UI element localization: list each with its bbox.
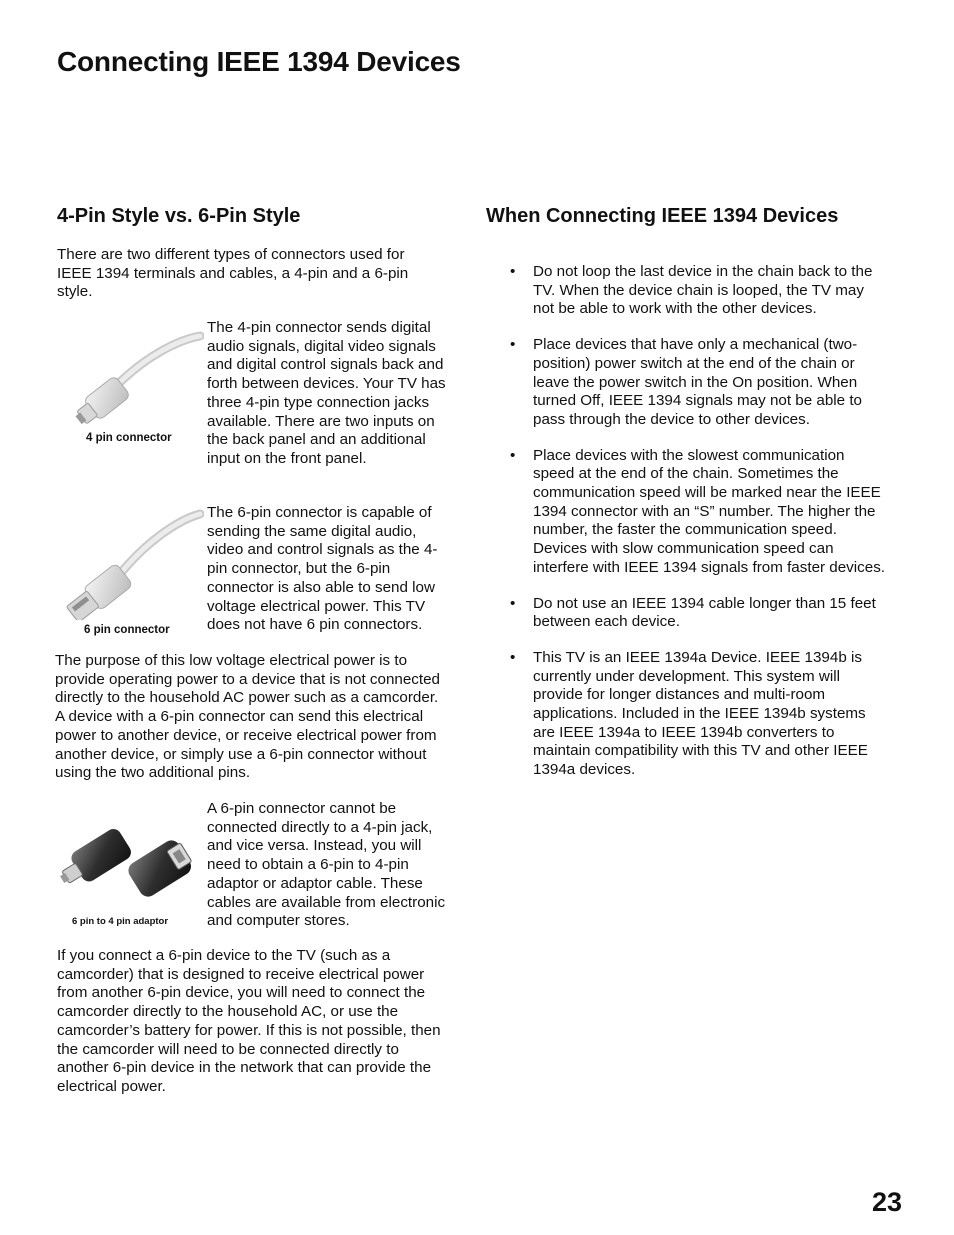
- bullet-icon: •: [510, 336, 516, 354]
- page-title: Connecting IEEE 1394 Devices: [57, 46, 461, 77]
- bullet-icon: •: [510, 263, 516, 280]
- section-heading-pin-styles: 4-Pin Style vs. 6-Pin Style: [57, 205, 301, 227]
- section-heading-connecting: When Connecting IEEE 1394 Devices: [486, 205, 839, 227]
- four-pin-caption: 4 pin connector: [86, 432, 172, 444]
- adaptor-image: [56, 812, 198, 912]
- list-item-text: Place devices that have only a mechanical (two-position) power switch at the end of the chain or leave the power switch in the On position. When turned Off, IEEE 1394 signals may not be able to pass through the device to other devices.: [533, 336, 862, 428]
- adaptor-description: A 6-pin connector cannot be connected directly to a 4-pin jack, and vice versa. Instead, you will need to obtain a 6-pin to 4-pin adaptor or adaptor cable. These cables are available from electronic and computer stores.: [207, 800, 446, 930]
- four-pin-description: The 4-pin connector sends digital audio signals, digital video signals and digital control signals back and forth between devices. Your TV has three 4-pin type connection jacks available. There are two inputs on the back panel and an additional input on the front panel.: [207, 319, 446, 467]
- list-item: [508, 336, 888, 430]
- list-item-text: Place devices with the slowest communication speed at the end of the chain. Sometimes the communication speed will be marked near the IEEE 1394 connector with an “S” number. The higher the number, the faster the communication speed. Devices with slow communication speed can interfere with IEEE 1394 signals from faster devices.: [533, 446, 886, 576]
- list-item: [508, 447, 888, 578]
- closing-paragraph: If you connect a 6-pin device to the TV (such as a camcorder) that is designed to receive electrical power from another 6-pin device, you will need to connect the camcorder directly to the household AC, or use the camcorder’s battery for power. If this is not possible, then the camcorder will need to be connected directly to another 6-pin device in the network that can provide the electrical power.: [57, 947, 441, 1095]
- intro-paragraph: There are two different types of connectors used for IEEE 1394 terminals and cables, a 4-pin and a 6-pin style.: [57, 246, 409, 301]
- bullet-icon: •: [510, 648, 516, 666]
- six-pin-description: The 6-pin connector is capable of sending the same digital audio, video and control signals as the 4-pin connector, but the 6-pin connector is also able to send low voltage electrical power. This TV does not have 6 pin connectors.: [207, 504, 438, 634]
- six-pin-connector-image: [60, 508, 204, 620]
- bullet-icon: •: [510, 594, 516, 612]
- list-item: [508, 595, 888, 632]
- adaptor-caption: 6 pin to 4 pin adaptor: [72, 916, 169, 927]
- six-pin-caption: 6 pin connector: [84, 624, 170, 636]
- list-item: [508, 649, 888, 780]
- connection-tips-list: [508, 263, 888, 797]
- list-item-text: This TV is an IEEE 1394a Device. IEEE 1394b is currently under development. This system will provide for longer distances and multi-room applications. Included in the IEEE 1394b systems are IEEE 1394a to IEEE 1394b converters to maintain compatibility with this TV and other IEEE 1394a devices.: [533, 648, 868, 779]
- page-number: 23: [871, 1187, 902, 1217]
- list-item-text: Do not use an IEEE 1394 cable longer than 15 feet between each device.: [533, 594, 876, 631]
- purpose-paragraph: The purpose of this low voltage electrical power is to provide operating power to a device that is not connected directly to the household AC power such as a camcorder. A device with a 6-pin connector can send this electrical power to another device, or receive electrical power from another device, or simply use a 6-pin connector without using the two additional pins.: [55, 652, 440, 782]
- list-item-text: Do not loop the last device in the chain back to the TV. When the device chain is looped, the TV may not be able to work with the other devices.: [533, 263, 873, 318]
- four-pin-connector-image: [68, 328, 204, 428]
- list-item: [508, 263, 888, 319]
- bullet-icon: •: [510, 446, 516, 464]
